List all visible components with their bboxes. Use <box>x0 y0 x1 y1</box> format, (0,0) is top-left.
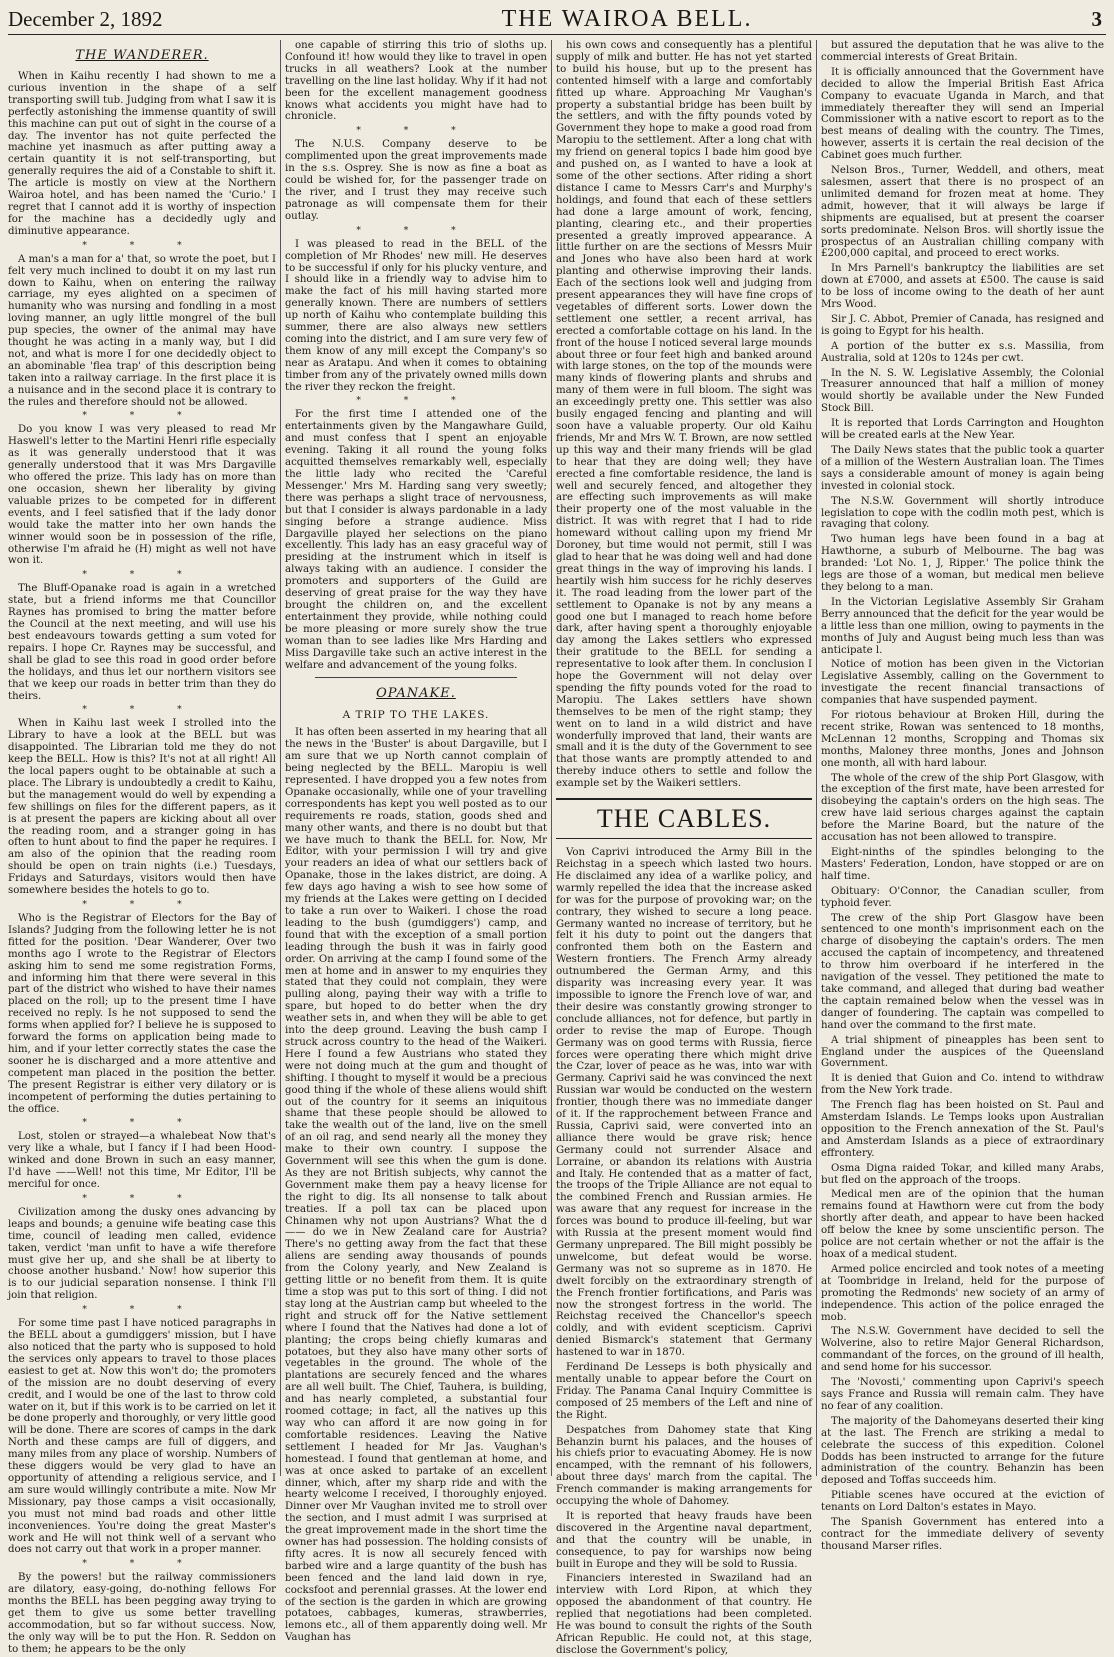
paragraph: When in Kaihu last week I strolled into the Library to have a look at the BELL but was disappointed. The Librarian told me they do not keep the BELL. How is this? It's not at all right! All the local papers ought to be obtainable at such a place. The Library is undoubtedly a credit to Kaihu, but the management would do well by expending a few shillings on files for the different papers, as it is at present the papers are kicking about all over the reading room, and a stranger going in has often to hunt about to find the paper he requires. I am also of the opinion that the reading room should be open on train nights (i.e.) Tuesdays, Fridays and Saturdays, visitors would then have somewhere besides the hotels to go to. <box>8 718 276 897</box>
paragraph-group <box>8 718 276 897</box>
separator: * * * <box>356 396 476 407</box>
paragraph: The 'Novosti,' commenting upon Caprivi's speech says France and Russia will remain calm. They have no fear of any coalition. <box>821 1377 1104 1412</box>
issue-date: December 2, 1892 <box>8 6 163 31</box>
paragraph-group <box>8 1318 276 1556</box>
paragraph-group <box>285 40 547 123</box>
column-3 <box>556 40 812 1656</box>
paragraph: When in Kaihu recently I had shown to me a curious invention in the shape of a self transporting swill tub. Judging from what I saw it is perfectly astonishing the immense quantity of swill this machine can put out of sight in the course of a day. The inventor has not quite perfected the machine yet inasmuch as after putting away a certain quantity it is not self-transporting, but generally requires the aid of a Constable to shift it. The article is mostly on view at the Northern Wairoa hotel, and has been named the 'Curio.' I regret that I cannot add it is worthy of inspection for the machine has a decidedly ugly and diminutive appearance. <box>8 71 276 237</box>
paragraph-group <box>8 71 276 238</box>
paragraph: A man's a man for a' that, so wrote the poet, but I felt very much inclined to doubt it on my last run down to Kaihu, when on entering the railway carriage, my eyes alighted on a specimen of humanity who was nursing and fondling in a most loving manner, an ugly little mongrel of the bull pup species, the owner of the animal may have thought he was acting in a manly way, but I did not, and what is more I for one decidedly object to an abominable 'flea trap' of this description being taken into a railway carriage. In the first place it is a nuisance and in the second place it is contrary to the rules and therefore should not be allowed. <box>8 253 276 408</box>
separator: * * * <box>82 900 202 910</box>
paragraph: The Spanish Government has entered into a contract for the immediate delivery of seventy thousand Marser rifles. <box>821 1517 1104 1552</box>
paragraph: Lost, stolen or strayed—a whalebeat Now that's very like a whale, but I fancy if I had been Hood-winked and done Brown in such an easy manner, I'd have ——Well! not this time, Mr Editor, I'll be merciful for once. <box>8 1131 276 1191</box>
paragraph-group <box>285 727 547 1644</box>
newspaper-title: THE WAIROA BELL. <box>501 5 753 32</box>
paragraph: Notice of motion has been given in the Victorian Legislative Assembly, calling on the Government to investigate the recent financial transactions of companies that have suspended payment. <box>821 659 1104 707</box>
separator: * * * <box>82 1559 202 1570</box>
paragraph: For some time past I have noticed paragraphs in the BELL about a gumdiggers' mission, but I have also noticed that the party who is supposed to hold the services only appears to travel to those places easiest to get at. Now this won't do; the promoters of the mission are no doubt deserving of every credit, and I would be one of the last to throw cold water on it, but if this work is to be carried on let it be done properly and thoroughly, or very little good will be done. There are scores of camps in the dark North and these camps are full of diggers, and many miles from any place of worship. Numbers of these diggers would be very glad to have an opportunity of attending a religious service, and I am sure would willingly contribute a mite. Now Mr Missionary, pay those camps a visit occasionally, you must not mind bad roads and other little inconveniences. You're doing the great Master's work and He will not think well of a servant who does not carry out that work in a proper manner. <box>8 1318 276 1556</box>
paragraph-group <box>285 239 547 394</box>
section-title-wanderer: THE WANDERER. <box>75 48 209 63</box>
column-4 <box>821 40 1104 1552</box>
header-rule <box>8 34 1106 35</box>
paragraph: Von Caprivi introduced the Army Bill in the Reichstag in a speech which lasted two hours. He disclaimed any idea of a warlike policy, and warmly repelled the idea that the increase asked for was for the purpose of provoking war; on the contrary, they wished to secure a long peace. Germany wanted no increase of territory, but he felt it his duty to point out the dangers that confronted them both on the Eastern and Western frontiers. The French Army already outnumbered the German Army, and this disparity was increasing every year. It was impossible to ignore the French love of war, and their desire was constantly growing stronger to conclude alliances, not for defence, but partly in order to revise the map of Europe. Though Germany was on good terms with Russia, fierce forces were operating there which might drive the Czar, lover of peace as he was, into war with Germany. Caprivi said he was convinced the next Russian war would be conducted on the western frontier, though there was no immediate danger of it. If the rapprochement between France and Russia, Caprivi said, were converted into an alliance there would be grave risk; hence Germany could not surrender Alsace and Lorraine, or abandon its relations with Austria and Italy. He contended that as a matter of fact, the troops of the Triple Alliance are not equal to the combined French and Russian armies. He was aware that any request for increase in the forces was bound to produce ill-feeling, but war with Russia at the present moment would find Germany unprepared. The Bill might possibly be unwelcome, but defeat would be worse. Germany was not so supreme as in 1870. He dwelt forcibly on the extraordinary strength of the French frontier fortifications, and Paris was now the strongest fortress in the world. The Reichstag received the Chancellor's speech coldly, and with evident scepticism. Caprivi denied Bismarck's statement that Germany hastened to war in 1870. <box>556 847 812 1359</box>
separator: * * * <box>82 1305 202 1316</box>
paragraph-group <box>8 913 276 1115</box>
paragraph-group <box>8 1131 276 1191</box>
column-divider <box>551 40 552 1476</box>
paragraph: A trial shipment of pineapples has been sent to England under the auspices of the Queensland Government. <box>821 1034 1104 1070</box>
paragraph: The Daily News states that the public took a quarter of a million of the Western Australian loan. The Times says a considerable amount of money is again being invested in colonial stock. <box>821 445 1104 492</box>
section-title-opanake: OPANAKE. <box>376 686 456 702</box>
paragraph: Despatches from Dahomey state that King Behanzin burnt his palaces, and the houses of his chiefs prior to evacuating Abomey. He is now encamped, with the remnant of his followers, about three days' march from the capital. The French commander is making arrangements for occupying the whole of Dahomey. <box>556 1424 812 1508</box>
cables-header <box>556 798 812 839</box>
separator: * * * <box>356 225 476 236</box>
column-1 <box>8 40 276 1655</box>
paragraph-group <box>8 583 276 702</box>
paragraph: Who is the Registrar of Electors for the Bay of Islands? Judging from the following letter he is not fitted for the position. 'Dear Wanderer, Over two months ago I wrote to the Registrar of Electors asking him to send me some registration Forms, and informing him that there were several in this part of the district who wished to have their names placed on the roll; up to the present time I have received no reply. Is he not supposed to send the forms when applied for? I believe he is supposed to forward the forms on application being made to him, and if your letter correctly states the case the sooner he is discharged and a more attentive and competent man placed in the position the better. The present Registrar is either very dilatory or is incompetent of performing the duties pertaining to the office. <box>8 913 276 1115</box>
paragraph: I was pleased to read in the BELL of the completion of Mr Rhodes' new mill. He deserves to be successful if only for his plucky venture, and I should like in a friendly way to advise him to make the fact of his mill having started more generally known. There are numbers of settlers up north of Kaihu who contemplate building this summer, there are also always new settlers coming into the district, and I am sure very few of them know of any mill except the Company's so near as Aratapu. And when it comes to obtaining timber from any of the privately owned mills down the river they reckon the freight. <box>285 238 547 393</box>
paragraph: but assured the deputation that he was alive to the commercial interests of Great Britain. <box>821 40 1104 63</box>
paragraph-group <box>285 139 547 222</box>
section-divider <box>315 677 517 678</box>
section-subtitle: A TRIP TO THE LAKES. <box>342 709 490 722</box>
separator: * * * <box>82 570 202 581</box>
paragraph: Obituary: O'Connor, the Canadian sculler, from typhoid fever. <box>821 885 1104 909</box>
paragraph: Osma Digna raided Tokar, and killed many Arabs, but fled on the approach of the troops. <box>821 1162 1104 1186</box>
paragraph-group <box>556 847 812 1657</box>
paragraph: The N.S.W. Government will shortly introduce legislation to cope with the codlin moth pest, which is ravaging that colony. <box>821 495 1104 531</box>
paragraph: The French flag has been hoisted on St. Paul and Amsterdam Islands. Le Temps looks upon Australian opposition to the French annexation of the St. Paul's and Amsterdam Islands as a piece of extraordinary effrontery. <box>821 1100 1104 1159</box>
paragraph: Sir J. C. Abbot, Premier of Canada, has resigned and is going to Egypt for his health. <box>821 313 1104 337</box>
paragraph: For riotous behaviour at Broken Hill, during the recent strike, Rowan was sentenced to 18 months, McLennan 12 months, Scropping and Thomas six months, Maloney three months, Jones and Johnson one month, all with hard labour. <box>821 710 1104 769</box>
paragraph: It has often been asserted in my hearing that all the news in the 'Buster' is about Dargaville, but I am sure that we up North cannot complain of being neglected by the BELL. Maropiu is well represented. I have dropped you a few notes from Opanake occasionally, while one of your travelling correspondents has kept you well posted as to our requirements re roads, station, goods shed and many other wants, and there is no doubt but that we have much to thank the BELL for. Now, Mr Editor, with your permission I will try and give your readers an idea of what our settlers back of Opanake, those in the lakes district, are doing. A few days ago having a wish to see how some of my friends at the Lakes were getting on I decided to take a run over to Waikeri. I chose the road leading to the bush (gumdiggers') camp, and found that with the exception of a small portion leading through the bush it was in fairly good order. On arriving at the camp I found some of the men at home and in answer to my enquiries they stated that they could not complain, they were pulling along, paying their way with a trifle to spare, but hoped to do better when the dry weather sets in, and when they will be able to get into the deep ground. Leaving the bush camp I struck across country to the head of the Waikeri. Here I found a few Austrians who stated they were not doing much at the gum and thought of shifting. I thought to myself it would be a precious good thing if the whole of these aliens would shift out of the country for it seems an iniquitous shame that these people should be allowed to take the wealth out of the land, live on the smell of an oil rag, and send nearly all the money they make to their own country. I suppose the Government will see this when the gum is done. As they are not British subjects, why cannot the Government make them pay a heavy license for the right to dig. Its all nonsense to talk about treaties. If a poll tax can be placed upon Chinamen why not upon Austrians? What the d—— do we in New Zealand care for Austria? There's no getting away from the fact that these aliens are sending away thousands of pounds from the Colony yearly, and New Zealand is getting little or no benefit from them. It is quite time a stop was put to this sort of thing. I did not stay long at the Austrian camp but wheeled to the right and struck off for the Native settlement where I found that the Natives had done a lot of planting; the crops being chiefly kumaras and potatoes, but they also have many other sorts of vegetables in the ground. The whole of the plantations are securely fenced and the whares are all well built. The Chief, Tauhera, is building, and has nearly completed, a substantial four roomed cottage; in fact, all the natives up this way who can afford it are now going in for comfortable residences. Leaving the Native settlement I headed for Mr Jas. Vaughan's homestead. I found that gentleman at home, and was at once asked to partake of an excellent dinner, which, after my sharp ride and with the hearty welcome I received, I thoroughly enjoyed. Dinner over Mr Vaughan invited me to stroll over the section, and I must admit I was surprised at the great improvement made in the short time the owner has had possession. The holding consists of fifty acres. It is now all securely fenced with barbed wire and a large quantity of the bush has been fenced and the land laid down in rye, cocksfoot and perennial grasses. At the lower end of the section is the garden in which are growing potatoes, cabbages, kumeras, strawberries, lemons etc., all of them apparently doing well. Mr Vaughan has <box>285 727 547 1644</box>
paragraph: The majority of the Dahomeyans deserted their king at the last. The French are striking a medal to celebrate the success of this expedition. Colonel Dodds has been instructed to arrange for the future administration of the country. Behanzin has been deposed and Toffas succeeds him. <box>821 1415 1104 1487</box>
paragraph: A portion of the butter ex s.s. Massilia, from Australia, sold at 120s to 124s per cwt. <box>821 340 1104 364</box>
paragraph: The N.S.W. Government have decided to sell the Wolverine, also to retire Major General Richardson, commandant of the forces, on the ground of ill health, and send home for his successor. <box>821 1326 1104 1374</box>
paragraph: The whole of the crew of the ship Port Glasgow, with the exception of the first mate, have been arrested for disobeying the captain's orders on the high seas. The crew have laid serious charges against the captain before the Marine Board, but the nature of the accusation has not been allowed to transpire. <box>821 772 1104 844</box>
separator: * * * <box>82 411 202 422</box>
paragraph-group <box>8 254 276 409</box>
paragraph: Eight-ninths of the spindles belonging to the Masters' Federation, London, have stopped or are on half time. <box>821 847 1104 882</box>
paragraph: The crew of the ship Port Glasgow have been sentenced to one month's imprisonment each on the charge of disobeying the captain's orders. The men accused the captain of incompetency, and threatened to throw him overboard if he interfered in the navigation of the vessel. They petitioned the mate to take command, and alleged that during bad weather the captain remained below when the vessel was in danger of foundering. The captain was compelled to hand over the command to the first mate. <box>821 912 1104 1031</box>
paragraph: It is denied that Guion and Co. intend to withdraw from the New York trade. <box>821 1073 1104 1097</box>
masthead <box>8 6 1106 32</box>
paragraph: It is reported that heavy frauds have been discovered in the Argentine naval department, and that the country will be unable, in consequence, to pay for warships now being built in Europe and they will be sold to Russia. <box>556 1510 812 1570</box>
paragraph: For the first time I attended one of the entertainments given by the Mangawhare Guild, and must confess that I spent an enjoyable evening. Taking it all round the young folks acquitted themselves remarkably well, especially the little lady who recited the 'Careful Messenger.' Mrs M. Harding sang very sweetly; there was perhaps a slight trace of nervousness, but that I consider is always pardonable in a lady singing before a strange audience. Miss Dargaville played her selections on the piano excellently. This lady has an easy graceful way of presiding at the instrument which in itself is always taking with an audience. I consider the promoters and supporters of the Guild are deserving of great praise for the way they have brought the children on, and the excellent entertainment they provide, while nothing could be more pleasing or more surely show the true woman than to see ladies like Mrs Harding and Miss Dargaville take such an active interest in the welfare and advancement of the young folks. <box>285 409 547 671</box>
section-title-cables: THE CABLES. <box>596 804 772 834</box>
paragraph-group <box>556 40 812 790</box>
paragraph-group <box>8 1207 276 1302</box>
separator: * * * <box>356 126 476 137</box>
paragraph: Financiers interested in Swaziland had an interview with Lord Ripon, at which they opposed the abandonment of that country. He replied that negotiations had been completed. He was bound to consult the rights of the South African Republic. He could not, at this stage, disclose the Government's policy, <box>556 1573 812 1656</box>
paragraph: In the Victorian Legislative Assembly Sir Graham Berry announced that the deficit for the year would be a little less than one million, owing to payments in the months of July and August being much less than was anticipate l. <box>821 596 1104 656</box>
paragraph: Do you know I was very pleased to read Mr Haswell's letter to the Martini Henri rifle especially as it was generally understood that it was generally understood that it was Mrs Dargaville who offered the prize. This lady has on more than one occasion, shewn her liberality by giving valuable prizes to be competed for in different events, and I feel satisfied that if the lady donor would take the matter into her own hands the winner would soon be in possession of the rifle, otherwise I'm afraid he (H) might as well not have won it. <box>8 424 276 567</box>
paragraph: Armed police encircled and took notes of a meeting at Toombridge in Ireland, held for the purpose of promoting the Redmonds' new society of an army of independence. This action of the police enraged the mob. <box>821 1263 1104 1323</box>
paragraph: In Mrs Parnell's bankruptcy the liabilities are set down at £7000, and assets at £500. The cause is said to be loss of income owing to the death of her aunt Mrs Wood. <box>821 263 1104 311</box>
column-divider <box>816 40 817 1476</box>
column-2 <box>285 40 547 1644</box>
paragraph: Medical men are of the opinion that the human remains found at Hawthorn were cut from the body shortly after death, and appear to have been hacked off below the knee by some unscientific person. The police are not certain whether or not the affair is the hoax of a medical student. <box>821 1189 1104 1260</box>
paragraph: Ferdinand De Lesseps is both physically and mentally unable to appear before the Court on Friday. The Panama Canal Inquiry Committee is composed of 25 members of the Left and nine of the Right. <box>556 1362 812 1421</box>
separator: * * * <box>82 1118 202 1129</box>
paragraph: Two human legs have been found in a bag at Hawthorne, a suburb of Melbourne. The bag was branded: 'Lot No. 1, J, Ripper.' The police think the legs are those of a woman, but medical men believe they belong to a man. <box>821 534 1104 593</box>
paragraph-group <box>8 1572 276 1655</box>
separator: * * * <box>82 705 202 716</box>
paragraph: It is reported that Lords Carrington and Houghton will be created earls at the New Year. <box>821 418 1104 442</box>
paragraph: Nelson Bros., Turner, Weddell, and others, meat salesmen, assert that there is no prospect of an unlimited demand for frozen meat at home. They admit, however, that it will always be large if shipments are equalised, but at present the coarser sorts predominate. Nelson Bros. will shortly issue the prospectus of an Australian chilling company with £200,000 capital, and proceed to erect works. <box>821 165 1104 260</box>
paragraph: his own cows and consequently has a plentiful supply of milk and butter. He has not yet started to build his house, but up to the present has contented himself with a large and comfortably fitted up whare. Approaching Mr Vaughan's property a substantial bridge has been built by the settlers, and with the fifty pounds voted by Government they hope to make a good road from Maropiu to the settlement. After a long chat with my friend on general topics I bade him good bye and pushed on, as I wanted to have a look at some of the other sections. After riding a short distance I came to Messrs Carr's and Murphy's holdings, and found that each of these settlers had done a large amount of work, fencing, planting, clearing etc., and their properties presented a greatly improved appearance. A little further on are the sections of Messrs Muir and Jones who have also been hard at work planting and otherwise improving their lands. Each of the sections look well and judging from present appearances they will have fine crops of vegetables of different sorts. Lower down the settlement one settler, a recent arrival, has erected a comfortable cottage on his land. In the front of the house I noticed several large mounds about three or four feet high and banked around with large stones, on the top of the mounds were many kinds of flowering plants and shrubs and many of them were in full bloom. The sight was an exceedingly pretty one. This settler was also busily engaged fencing and planting and will soon have a valuable property. Our old Kaihu friends, Mr and Mrs W. T. Brown, are now settled up this way and their many friends will be glad to hear that they are doing well; they have erected a fine comfortable residence, the land is well and securely fenced, and altogether they are effecting such improvements as will make their property one of the most valuable in the district. It was with regret that I had to ride homeward without calling upon my friend Mr Doroney, but time would not permit, still I was glad to hear that he was doing well and had done great things in the way of improving his lands. I heartily wish him success for he richly deserves it. The road leading from the lower part of the settlement to Opanake is not by any means a good one but I managed to reach home before dark, after having spent a thoroughly enjoyable day among the Lakes settlers who expressed their gratitude to the BELL for sending a representative to look after them. In conclusion I hope the Government will not delay over spending the fifty pounds voted for the road to Maropiu. The Lakes settlers have shown themselves to be men of the right stamp; they went on to land in a wild district and have wonderfully improved that land, their wants are small and it is the duty of the Government to see that those wants are promptly attended to and thereby induce others to settle and follow the example set by the Waikeri settlers. <box>556 40 812 790</box>
paragraph-group <box>285 409 547 671</box>
paragraph: It is officially announced that the Government have decided to allow the Imperial British East Africa Company to evacuate Uganda in March, and that immediately thereafter they will send an Imperial Commissioner with a native escort to report as to the best means of dealing with the country. The Times, however, asserts it is certain the real decision of the Cabinet goes much further. <box>821 66 1104 162</box>
paragraph-group <box>8 424 276 567</box>
separator: * * * <box>82 1193 202 1204</box>
paragraph: In the N. S. W. Legislative Assembly, the Colonial Treasurer announced that half a million of money would shortly be available under the New Funded Stock Bill. <box>821 367 1104 415</box>
column-divider <box>280 40 281 1476</box>
paragraph-group <box>821 40 1104 1553</box>
paragraph: one capable of stirring this trio of sloths up. Confound it! how would they like to travel in open trucks in all weathers? Look at the number travelling on the line last holiday. Why if it had not been for the excellent management goodness knows what accidents you might have had to chronicle. <box>285 40 547 123</box>
separator: * * * <box>82 240 202 251</box>
page-number: 3 <box>1091 6 1102 31</box>
paragraph: By the powers! but the railway commissioners are dilatory, easy-going, do-nothing fellows For months the BELL has been pegging away trying to get them to give us some better travelling accommodation, but so far without success. Now, the only way will be to put the Hon. R. Seddon on to them; he appears to be the only <box>8 1572 276 1655</box>
paragraph: Civilization among the dusky ones advancing by leaps and bounds; a genuine wife beating case this time, council of leading men called, evidence taken, verdict 'man unfit to have a wife therefore must give her up, and she shall be at liberty to choose another husband.' Now! how superior this is to our judicial separation nonsense. I think I'll join that religion. <box>8 1206 276 1302</box>
paragraph: The Bluff-Opanake road is again in a wretched state, but a friend informs me that Councillor Raynes has promised to bring the matter before the Council at the next meeting, and will use his best endeavours towards getting a sum voted for repairs. I hope Cr. Raynes may be successful, and shall be glad to see this road in good order before the holidays, and thus let our northern visitors see that we keep our roads in better trim than they do theirs. <box>8 583 276 702</box>
paragraph: Pitiable scenes have occured at the eviction of tenants on Lord Dalton's estates in Mayo. <box>821 1490 1104 1514</box>
paragraph: The N.U.S. Company deserve to be complimented upon the great improvements made in the s.s. Osprey. She is now as fine a boat as could be wished for, for the passenger trade on the river, and I trust they may receive such patronage as will compensate them for their outlay. <box>285 139 547 222</box>
